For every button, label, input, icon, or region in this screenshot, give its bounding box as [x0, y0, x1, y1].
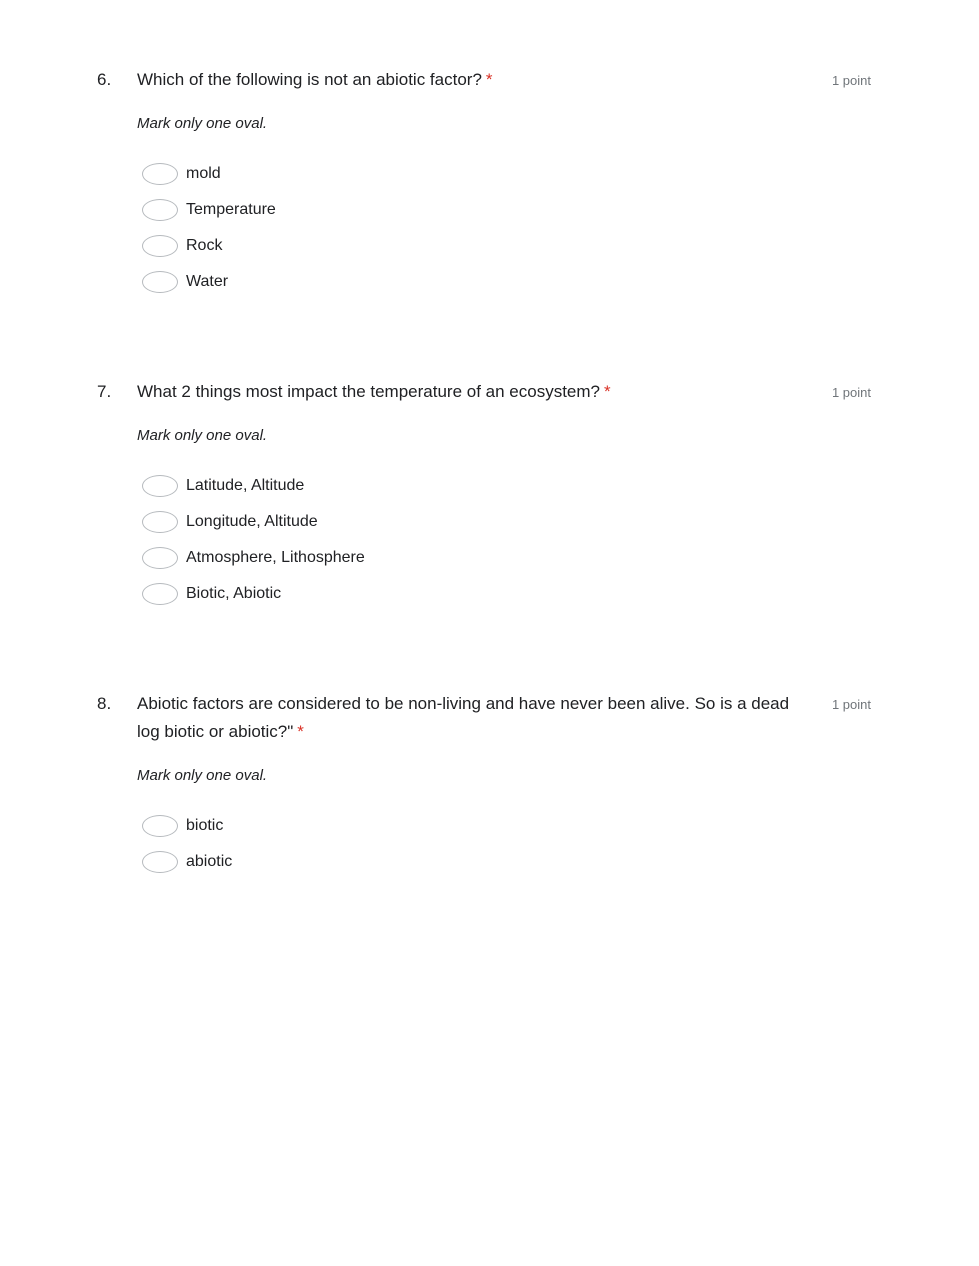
radio-oval-icon[interactable] [142, 547, 178, 569]
question-text-content: What 2 things most impact the temperature of an ecosystem? [137, 382, 600, 401]
question-block-6 [97, 66, 871, 300]
required-asterisk: * [604, 382, 611, 401]
option-row[interactable] [137, 192, 871, 228]
points-label: 1 point [831, 73, 871, 88]
option-row[interactable] [137, 264, 871, 300]
instruction-text: Mark only one oval. [137, 427, 268, 444]
question-block-8 [97, 690, 871, 880]
options-list [137, 156, 871, 300]
option-row[interactable] [137, 504, 871, 540]
option-row[interactable] [137, 844, 871, 880]
required-asterisk: * [297, 722, 304, 741]
required-asterisk: * [485, 70, 493, 89]
option-label: Longitude, Altitude [186, 513, 318, 530]
question-number: 6. [97, 70, 112, 89]
option-label: biotic [186, 817, 224, 834]
option-label: Latitude, Altitude [186, 477, 305, 494]
option-label: Rock [186, 237, 223, 254]
option-label: Biotic, Abiotic [186, 585, 282, 602]
question-text-content: Abiotic factors are considered to be non-living and have never been alive. So is a dead log biotic or abiotic?" [137, 694, 790, 741]
question-header [97, 66, 871, 94]
option-row[interactable] [137, 156, 871, 192]
points-label: 1 point [831, 385, 871, 400]
option-row[interactable] [137, 540, 871, 576]
question-text-content: Which of the following is not an abiotic factor? [137, 70, 482, 89]
question-body [97, 766, 871, 880]
option-label: Water [186, 273, 229, 290]
option-label: mold [186, 165, 221, 182]
option-label: abiotic [186, 853, 233, 870]
radio-oval-icon[interactable] [142, 815, 178, 837]
question-header [97, 690, 871, 746]
instruction-text: Mark only one oval. [137, 767, 268, 784]
question-header [97, 378, 871, 406]
question-block-7 [97, 378, 871, 612]
question-text [137, 378, 797, 406]
question-text [137, 690, 797, 746]
radio-oval-icon[interactable] [142, 511, 178, 533]
radio-oval-icon[interactable] [142, 199, 178, 221]
points-label: 1 point [831, 697, 871, 712]
option-label: Temperature [186, 201, 276, 218]
radio-oval-icon[interactable] [142, 475, 178, 497]
option-row[interactable] [137, 576, 871, 612]
question-body [97, 114, 871, 300]
option-row[interactable] [137, 468, 871, 504]
option-row[interactable] [137, 808, 871, 844]
question-text [137, 66, 797, 94]
radio-oval-icon[interactable] [142, 271, 178, 293]
option-label: Atmosphere, Lithosphere [186, 549, 365, 566]
options-list [137, 808, 871, 880]
question-number: 8. [97, 694, 112, 713]
radio-oval-icon[interactable] [142, 583, 178, 605]
option-row[interactable] [137, 228, 871, 264]
question-number: 7. [97, 382, 112, 401]
radio-oval-icon[interactable] [142, 235, 178, 257]
question-body [97, 426, 871, 612]
radio-oval-icon[interactable] [142, 851, 178, 873]
options-list [137, 468, 871, 612]
instruction-text: Mark only one oval. [137, 115, 268, 132]
radio-oval-icon[interactable] [142, 163, 178, 185]
